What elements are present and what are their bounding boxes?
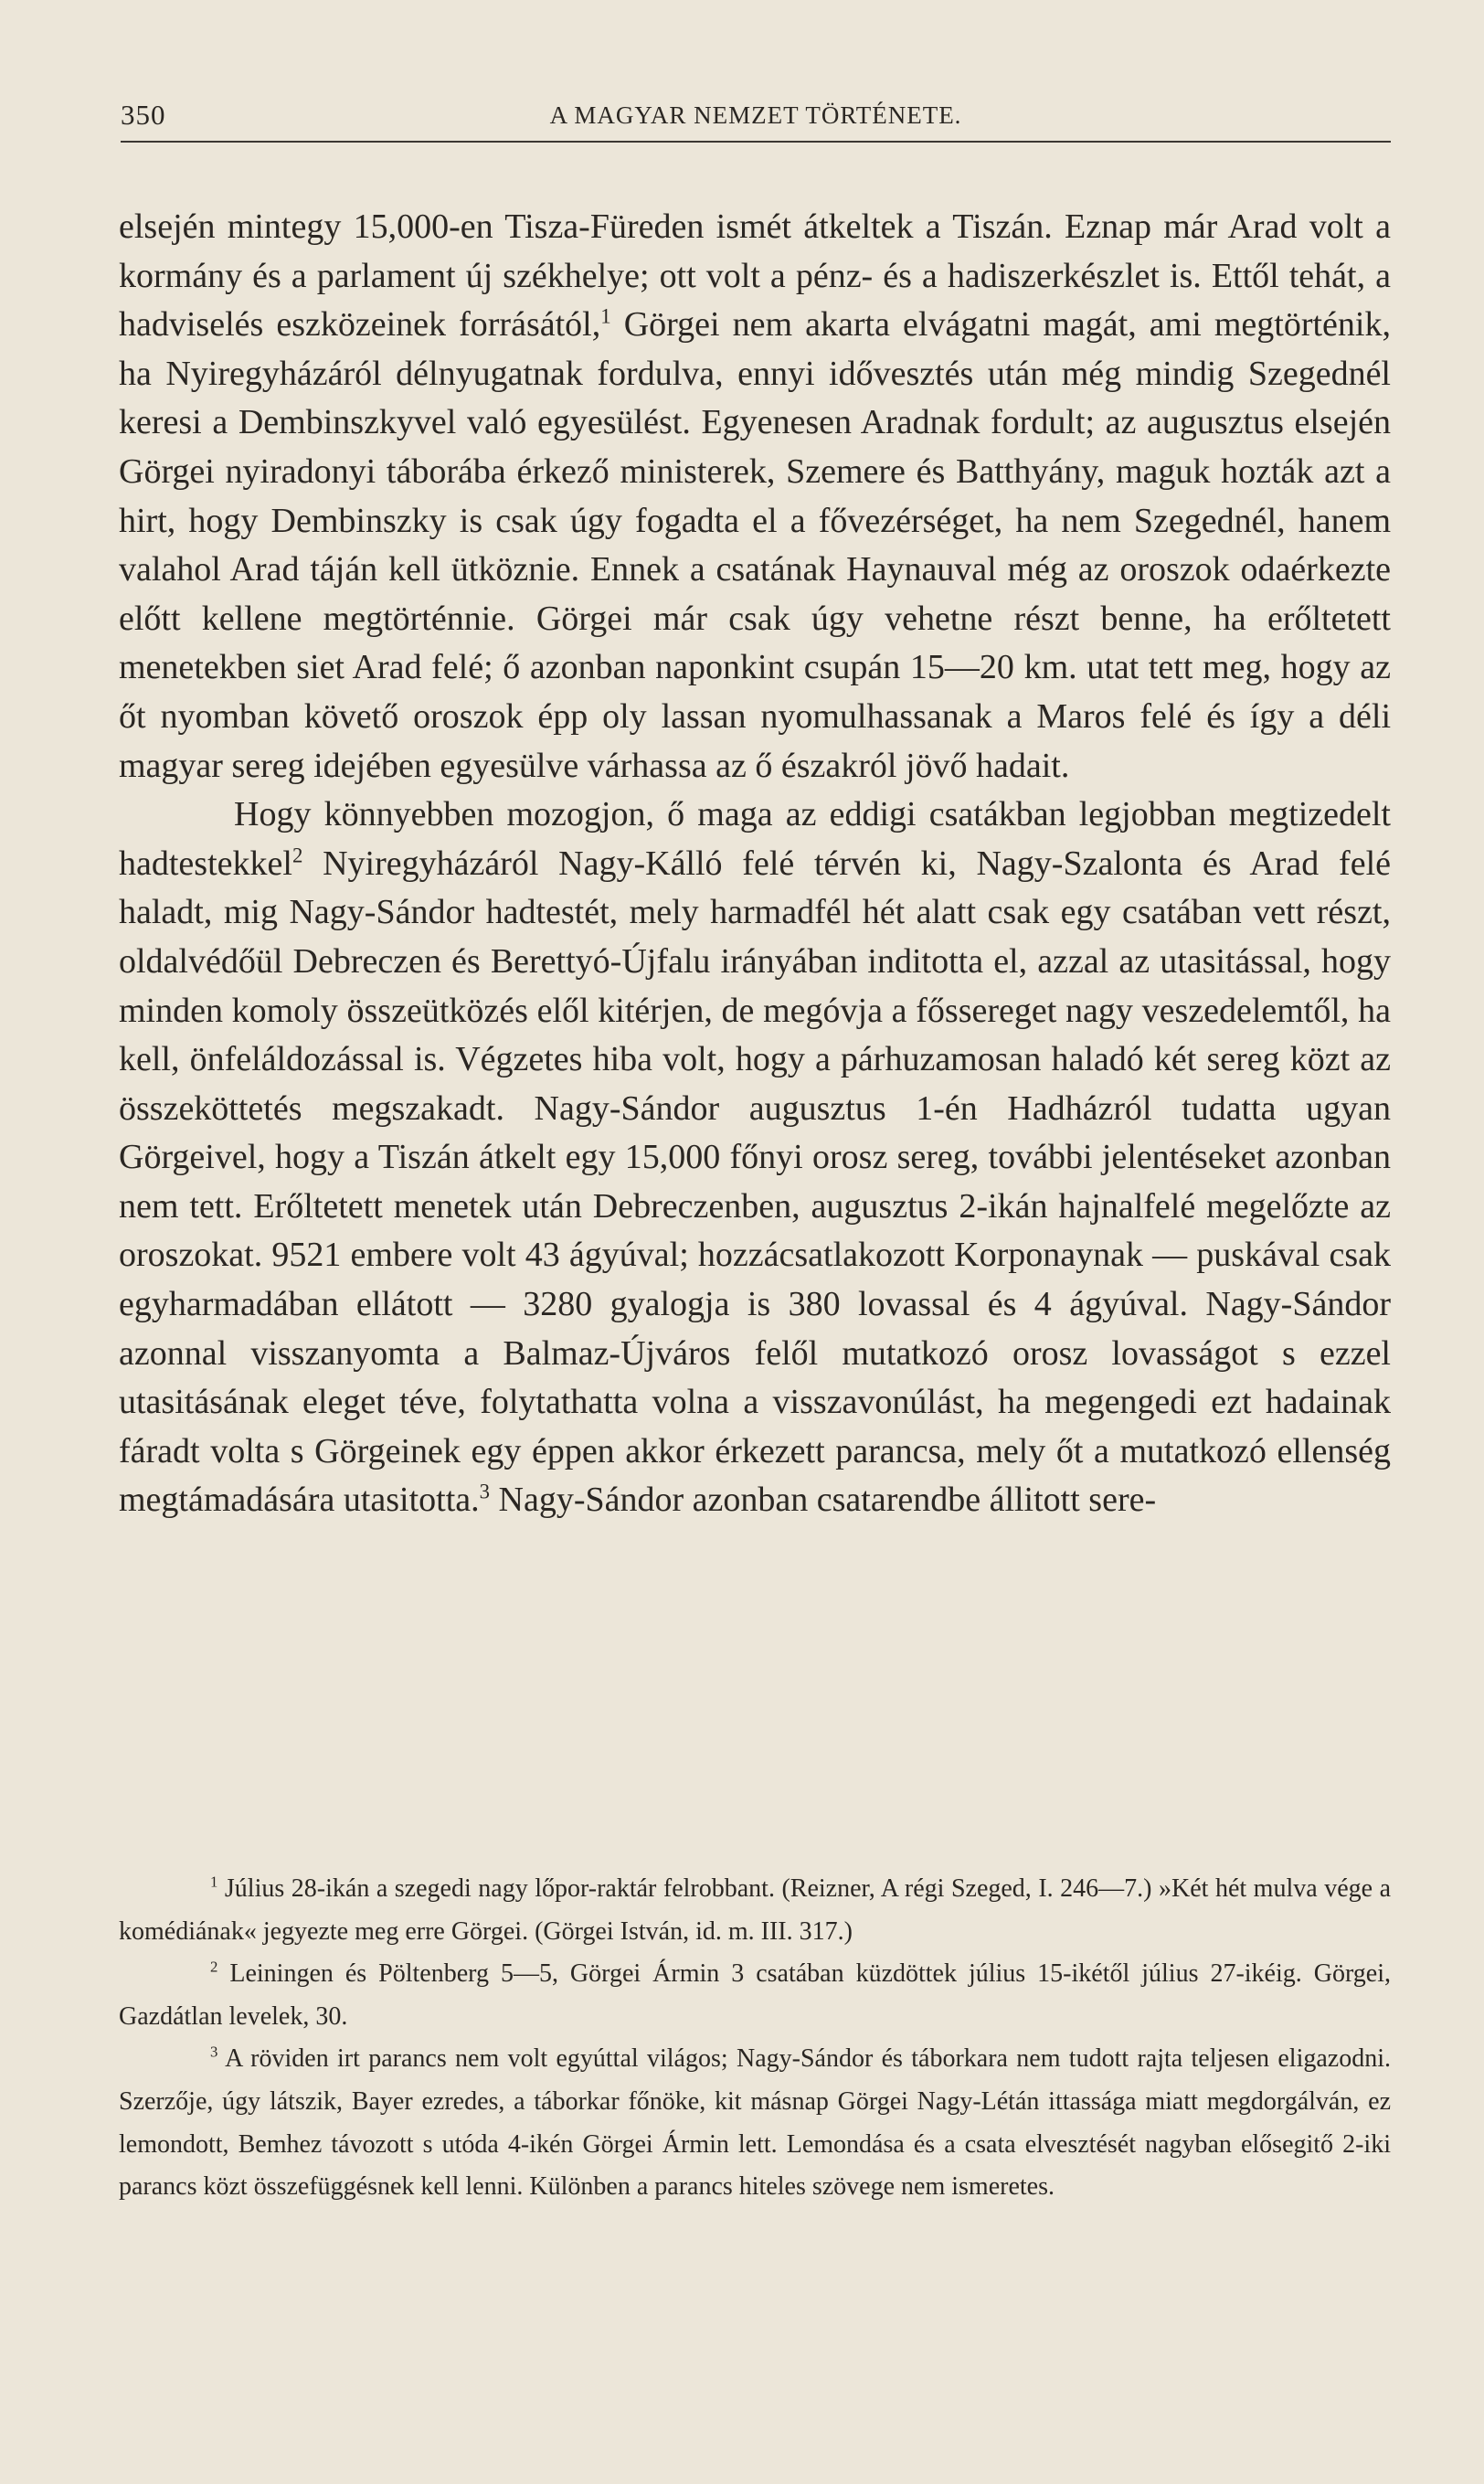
footnote (119, 2038, 1391, 2208)
footnote-text: A röviden irt parancs nem volt egyúttal világos; Nagy-Sándor és táborkara nem tudott rajta teljesen eligazodni. Szerzője, úgy látszik, Bayer ezredes, a táborkar főnöke, kit másnap Görgei Nagy-Létán ittassága miatt megdorgálván, ez lemondott, Bemhez távozott s utóda 4-ikén Görgei Ármin lett. Lemondása és a csata elvesztését nagyban elősegitő 2-iki parancs közt összefüggésnek kell lenni. Különben a parancs hiteles szövege nem ismeretes. (119, 2044, 1391, 2202)
footnote-ref-2: 2 (292, 844, 303, 867)
footnote (119, 1953, 1391, 2038)
footnote-mark: 2 (210, 1958, 218, 1976)
footnote-ref-1: 1 (600, 304, 611, 328)
footnotes (119, 1868, 1391, 2209)
paragraph-2-end: Nagy-Sándor azonban csatarendbe állitott sere- (490, 1481, 1157, 1520)
paragraph-2 (119, 791, 1391, 1525)
running-title: A MAGYAR NEMZET TÖRTÉNETE. (549, 101, 962, 129)
footnote-ref-3: 3 (479, 1480, 491, 1503)
page-header (121, 99, 1391, 135)
page-number: 350 (121, 99, 166, 131)
footnote-text: Leiningen és Pöltenberg 5—5, Görgei Ármin 3 csatában küzdöttek július 15-ikétől július 27-ikéig. Görgei, Gazdátlan levelek, 30. (119, 1959, 1391, 2031)
paragraph-2-text: Hogy könnyebben mozogjon, ő maga az eddigi csatákban legjobban megtizedelt hadtestekkel (119, 795, 1391, 883)
footnote (119, 1868, 1391, 1953)
paragraph-1-text: elsején mintegy 15,000-en Tisza-Füreden ismét átkeltek a Tiszán. Eznap már Arad volt a kormány és a parlament új székhelye; ott volt a pénz- és a hadiszerkészlet is. Ettől tehát, a hadviselés eszközeinek forrásától, (119, 207, 1391, 345)
header-rule (121, 141, 1391, 143)
paragraph-1-continued: Görgei nem akarta elvágatni magát, ami megtörténik, ha Nyiregyházáról délnyugatnak fordulva, ennyi idővesztés után még mindig Szegednél keresi a Dembinszkyvel való egyesülést. Egyenesen Aradnak fordult; az augusztus elsején Görgei nyiradonyi táborába érkező ministerek, Szemere és Batthyány, maguk hozták azt a hirt, hogy Dembinszky is csak úgy fogadta el a fővezérséget, ha nem Szegednél, hanem valahol Arad táján kell ütköznie. Ennek a csatának Haynauval még az oroszok odaérkezte előtt kellene megtörténnie. Görgei már csak úgy vehetne részt benne, ha erőltetett menetekben siet Arad felé; ő azonban naponkint csupán 15—20 km. utat tett meg, hogy az őt nyomban követő oroszok épp oly lassan nyomulhassanak a Maros felé és így a déli magyar sereg idejében egyesülve várhassa az ő északról jövő hadait. (119, 305, 1391, 785)
footnote-text: Július 28-ikán a szegedi nagy lőpor-raktár felrobbant. (Reizner, A régi Szeged, I. 246—7.) »Két hét mulva vége a komédiának« jegyezte meg erre Görgei. (Görgei István, id. m. III. 317.) (119, 1874, 1391, 1946)
footnote-mark: 1 (210, 1873, 218, 1891)
paragraph-2-continued: Nyiregyházáról Nagy-Kálló felé térvén ki, Nagy-Szalonta és Arad felé haladt, mig Nagy-Sándor hadtestét, mely harmadfél hét alatt csak egy csatában vett részt, oldalvédőül Debreczen és Berettyó-Újfalu irányában inditotta el, azzal az utasitással, hogy minden komoly összeütközés elől kitérjen, de megóvja a főssereget nagy veszedelemtől, ha kell, önfeláldozással is. Végzetes hiba volt, hogy a párhuzamosan haladó két sereg közt az összeköttetés megszakadt. Nagy-Sándor augusztus 1-én Hadházról tudatta ugyan Görgeivel, hogy a Tiszán átkelt egy 15,000 főnyi orosz sereg, további jelentéseket azonban nem tett. Erőltetett menetek után Debreczenben, augusztus 2-ikán hajnalfelé megelőzte az oroszokat. 9521 embere volt 43 ágyúval; hozzácsatlakozott Korponaynak — puskával csak egyharmadában ellátott — 3280 gyalogja is 380 lovassal és 4 ágyúval. Nagy-Sándor azonnal visszanyomta a Balmaz-Újváros felől mutatkozó orosz lovasságot s ezzel utasitásának eleget téve, folytathatta volna a visszavonúlást, ha megengedi ezt hadainak fáradt volta s Görgeinek egy éppen akkor érkezett parancsa, mely őt a mutatkozó ellenség megtámadására utasitotta. (119, 844, 1391, 1520)
footnote-mark: 3 (210, 2043, 218, 2062)
paragraph-1 (119, 203, 1391, 791)
main-text (119, 203, 1391, 1525)
